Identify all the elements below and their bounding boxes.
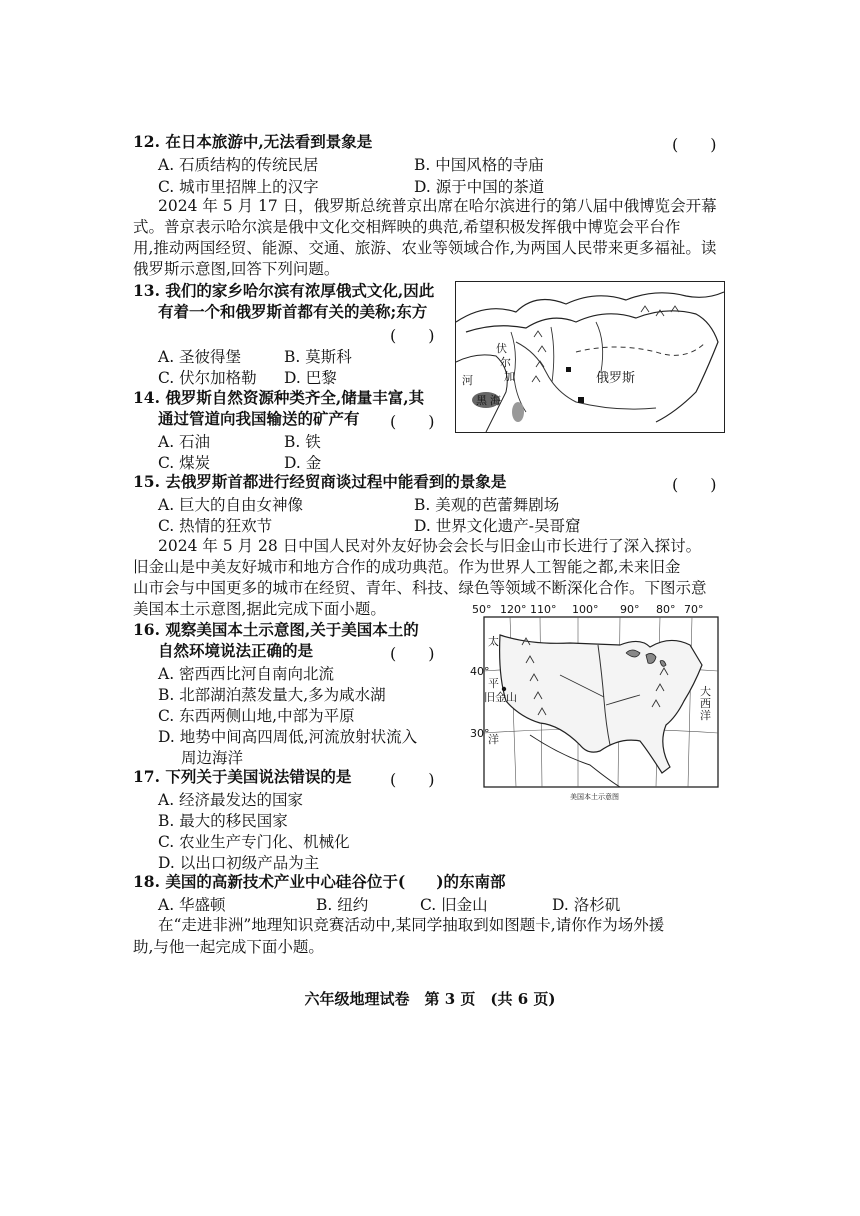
q15-stem: 15. 去俄罗斯首都进行经贸商谈过程中能看到的景象是 (133, 472, 507, 491)
atlantic-label-1: 大 (700, 685, 711, 698)
russia-map-side-4: 河 (462, 374, 473, 387)
q16-stem-2: 自然环境说法正确的是 (158, 641, 314, 660)
russia-intro-line-2: 式。普京表示哈尔滨是俄中文化交相辉映的典范,希望积极发挥俄中博览会平台作 (133, 218, 681, 236)
russia-map-label: 俄罗斯 (596, 371, 636, 386)
q17-option-d[interactable]: D. 以出口初级产品为主 (158, 854, 320, 872)
usa-map-city-label: 旧金山 (484, 691, 517, 704)
q18-option-a[interactable]: A. 华盛顿 (158, 896, 226, 914)
russia-intro-line-1: 2024 年 5 月 17 日，俄罗斯总统普京出席在哈尔滨进行的第八届中俄博览会开幕 (158, 197, 717, 215)
pacific-label-3: 洋 (488, 733, 499, 746)
q16-stem-1: 16. 观察美国本土示意图,关于美国本土的 (133, 620, 419, 639)
q16-option-b[interactable]: B. 北部湖泊蒸发量大,多为咸水湖 (158, 686, 386, 704)
usa-intro-line-2: 旧金山是中美友好城市和地方合作的成功典范。作为世界人工智能之都,未来旧金 (133, 558, 681, 576)
q17-option-c[interactable]: C. 农业生产专门化、机械化 (158, 833, 350, 851)
page-footer: 六年级地理试卷 第 3 页 (共 6 页) (304, 990, 556, 1008)
lon-label-4: 100° (572, 603, 599, 616)
russia-intro-line-4: 俄罗斯示意图,回答下列问题。 (133, 260, 340, 278)
q14-option-a[interactable]: A. 石油 (158, 433, 211, 451)
q13-option-b[interactable]: B. 莫斯科 (284, 348, 352, 366)
q17-option-a[interactable]: A. 经济最发达的国家 (158, 791, 304, 809)
q16-option-d-cont: 周边海洋 (181, 749, 244, 767)
usa-map-caption: 美国本土示意图 (570, 793, 619, 801)
q12-option-c[interactable]: C. 城市里招牌上的汉字 (158, 178, 319, 196)
q13-option-c[interactable]: C. 伏尔加格勒 (158, 369, 257, 387)
russia-map-side-6: 海 (490, 394, 501, 407)
russia-map (455, 281, 725, 433)
russia-map-side-1: 伏 (496, 342, 507, 355)
q13-stem-2: 有着一个和俄罗斯首都有关的美称;东方 (158, 302, 428, 321)
q14-option-c[interactable]: C. 煤炭 (158, 454, 211, 472)
lon-label-2: 120° (500, 603, 527, 616)
q13-option-d[interactable]: D. 巴黎 (284, 369, 337, 387)
russia-map-side-2: 尔 (500, 356, 511, 369)
africa-intro-line-2: 助,与他一起完成下面小题。 (133, 938, 324, 956)
q14-answer-paren[interactable]: ( ) (390, 412, 435, 431)
q18-option-d[interactable]: D. 洛杉矶 (552, 896, 621, 914)
q14-stem-1: 14. 俄罗斯自然资源种类齐全,储量丰富,其 (133, 388, 425, 407)
russia-map-side-3: 加 (504, 370, 515, 383)
lon-label-6: 80° (656, 603, 676, 616)
usa-intro-line-4: 美国本土示意图,据此完成下面小题。 (133, 600, 386, 618)
q12-option-b[interactable]: B. 中国风格的寺庙 (414, 156, 544, 174)
q16-option-a[interactable]: A. 密西西比河自南向北流 (158, 665, 335, 683)
q12-option-a[interactable]: A. 石质结构的传统民居 (158, 156, 319, 174)
q16-option-d[interactable]: D. 地势中间高四周低,河流放射状流入 (158, 728, 418, 746)
lon-label-3: 110° (530, 603, 557, 616)
q18-stem: 18. 美国的高新技术产业中心硅谷位于( )的东南部 (133, 872, 506, 891)
russia-intro-line-3: 用,推动两国经贸、能源、交通、旅游、农业等领域合作,为两国人民带来更多福祉。读 (133, 239, 717, 257)
atlantic-label-2: 西 (700, 697, 711, 710)
africa-intro-line-1: 在“走进非洲”地理知识竞赛活动中,某同学抽取到如图题卡,请你作为场外援 (158, 916, 665, 934)
usa-intro-line-1: 2024 年 5 月 28 日中国人民对外友好协会会长与旧金山市长进行了深入探讨。 (158, 537, 702, 555)
q12-stem: 12. 在日本旅游中,无法看到景象是 (133, 132, 373, 151)
q17-option-b[interactable]: B. 最大的移民国家 (158, 812, 288, 830)
q15-answer-paren[interactable]: ( ) (672, 475, 717, 494)
russia-map-side-5: 黑 (476, 394, 487, 407)
lat-label-2: 30° (470, 727, 490, 740)
q14-stem-2: 通过管道向我国输送的矿产有 (158, 409, 360, 428)
q13-option-a[interactable]: A. 圣彼得堡 (158, 348, 242, 366)
q14-option-d[interactable]: D. 金 (284, 454, 322, 472)
usa-intro-line-3: 山市会与中国更多的城市在经贸、青年、科技、绿色等领域不断深化合作。下图示意 (133, 579, 707, 597)
q16-option-c[interactable]: C. 东西两侧山地,中部为平原 (158, 707, 355, 725)
q12-option-d[interactable]: D. 源于中国的茶道 (414, 178, 545, 196)
q16-answer-paren[interactable]: ( ) (390, 644, 435, 663)
q13-answer-paren[interactable]: ( ) (390, 326, 435, 345)
q15-option-b[interactable]: B. 美观的芭蕾舞剧场 (414, 496, 560, 514)
lon-label-7: 70° (684, 603, 704, 616)
q14-option-b[interactable]: B. 铁 (284, 433, 321, 451)
lat-label-1: 40° (470, 665, 490, 678)
atlantic-label-3: 洋 (700, 709, 711, 722)
q13-stem-1: 13. 我们的家乡哈尔滨有浓厚俄式文化,因此 (133, 281, 435, 300)
q15-option-c[interactable]: C. 热情的狂欢节 (158, 517, 273, 535)
q17-answer-paren[interactable]: ( ) (390, 770, 435, 789)
q17-stem: 17. 下列关于美国说法错误的是 (133, 767, 352, 786)
usa-map (470, 603, 720, 801)
q15-option-a[interactable]: A. 巨大的自由女神像 (158, 496, 304, 514)
pacific-label-1: 太 (488, 635, 499, 648)
q15-option-d[interactable]: D. 世界文化遗产-吴哥窟 (414, 517, 581, 535)
lon-label-1: 50° (472, 603, 492, 616)
q12-answer-paren[interactable]: ( ) (672, 135, 717, 154)
lon-label-5: 90° (620, 603, 640, 616)
q18-option-c[interactable]: C. 旧金山 (420, 896, 488, 914)
q18-option-b[interactable]: B. 纽约 (316, 896, 369, 914)
pacific-label-2: 平 (488, 677, 499, 690)
